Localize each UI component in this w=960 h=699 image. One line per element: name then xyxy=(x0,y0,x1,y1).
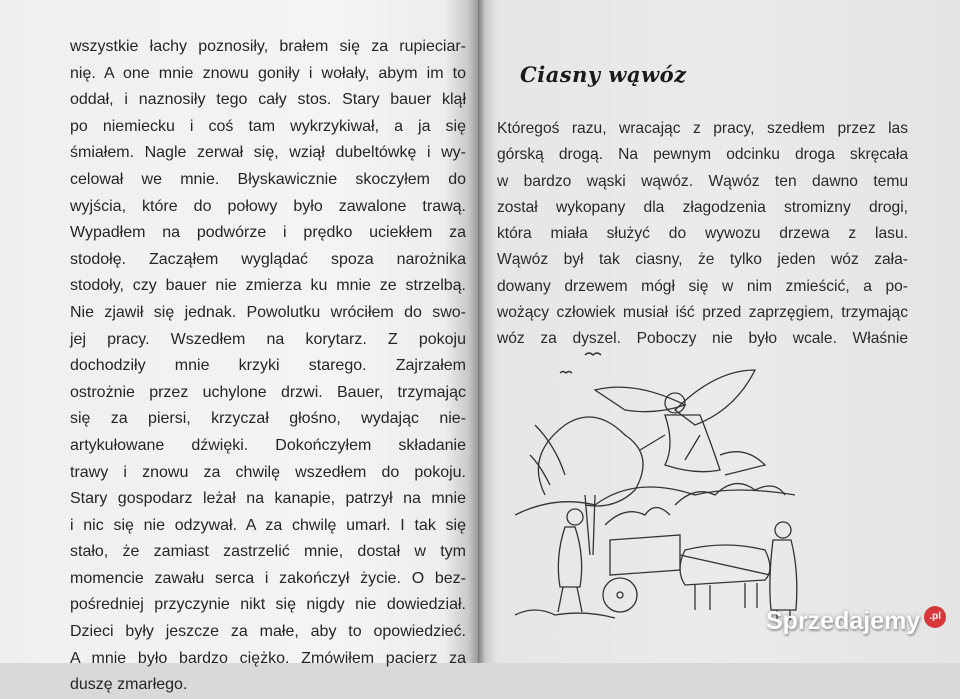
text-line: trawy i znowu za chwilę wszedłem do pokoju. xyxy=(70,463,466,481)
text-line: stodoły, czy bauer nie zmierza ku mnie ze strzelbą. xyxy=(70,277,466,295)
text-line: która miała służyć do wywozu drzewa z lasu. xyxy=(497,225,908,243)
text-line: Wypadłem na podwórze i prędko uciekłem za xyxy=(70,224,466,242)
text-line: wóz za dyszel. Poboczy nie było wcale. Właśnie xyxy=(497,330,908,348)
text-line: ostrożnie przez uchylone drzwi. Bauer, trzymając xyxy=(70,383,466,401)
text-line: śmiałem. Nagle zerwał się, wziął dubeltówkę i wy- xyxy=(70,144,466,162)
text-line: pośredniej przyczynie nikt się nigdy nie dowiedział. xyxy=(70,596,466,614)
text-line: A mnie było bardzo ciężko. Zmówiłem pacierz za xyxy=(70,649,466,667)
text-line: Wąwóz był tak ciasny, że tylko jeden wóz zała- xyxy=(497,251,908,269)
text-line: wszystkie łachy poznosiły, brałem się za rupieciar- xyxy=(70,38,466,55)
text-line: nię. A one mnie znowu goniły i wołały, abym im to xyxy=(70,64,466,82)
text-line: oddał, i naznosiły tego cały stos. Stary bauer klął xyxy=(70,91,466,109)
angel-cart-illustration xyxy=(515,345,805,625)
text-line: się za piersi, krzyczał głośno, wydając nie- xyxy=(70,410,466,428)
text-line: w bardzo wąski wąwóz. Wąwóz ten dawno temu xyxy=(497,172,908,190)
text-line: Któregoś razu, wracając z pracy, szedłem przez las xyxy=(497,120,908,137)
text-line: jej pracy. Wszedłem na korytarz. Z pokoju xyxy=(70,330,466,348)
text-line: momencie zawału serca i zakończył życie. O bez- xyxy=(70,569,466,587)
text-line: Nie zjawił się jednak. Powolutku wróciłem do swo- xyxy=(70,303,466,321)
text-line: po niemiecku i coś tam wykrzykiwał, a ja się xyxy=(70,117,466,135)
text-line: wożący człowiek musiał iść przed zaprzęgiem, trzymając xyxy=(497,304,908,322)
text-line: artykułowane dźwięki. Dokończyłem składanie xyxy=(70,436,466,454)
text-line: został wykopany dla złagodzenia stromizny drogi, xyxy=(497,198,908,216)
watermark xyxy=(766,606,946,636)
text-line: Dzieci były jeszcze za małe, aby to opowiedzieć. xyxy=(70,623,466,641)
text-line: dowany drzewem mógł się w nim zmieścić, a po- xyxy=(497,277,908,295)
text-line: stało, że zamiast zastrzelić mnie, dostał w tym xyxy=(70,543,466,561)
watermark-logo: Sprzedajemy xyxy=(766,607,921,635)
text-line: Stary gospodarz leżał na kanapie, patrzył na mnie xyxy=(70,490,466,508)
text-line: celował we mnie. Błyskawicznie skoczyłem do xyxy=(70,170,466,188)
text-line: i nic się nie odzywał. A za chwilę umarł. I tak się xyxy=(70,516,466,534)
watermark-badge: .pl xyxy=(924,606,946,628)
chapter-title: Ciasny wąwóz xyxy=(520,62,687,87)
text-line: górską drogą. Na pewnym odcinku droga skręcała xyxy=(497,146,908,164)
text-line: duszę zmarłego. xyxy=(70,676,188,694)
text-line: wyjścia, które do połowy było zawalone trawą. xyxy=(70,197,466,215)
text-line: stodołę. Zacząłem wyglądać spoza narożnika xyxy=(70,250,466,268)
text-line: dochodziły mnie krzyki starego. Zajrzałem xyxy=(70,357,466,375)
left-page-text xyxy=(70,34,466,699)
right-page-text xyxy=(497,116,908,353)
